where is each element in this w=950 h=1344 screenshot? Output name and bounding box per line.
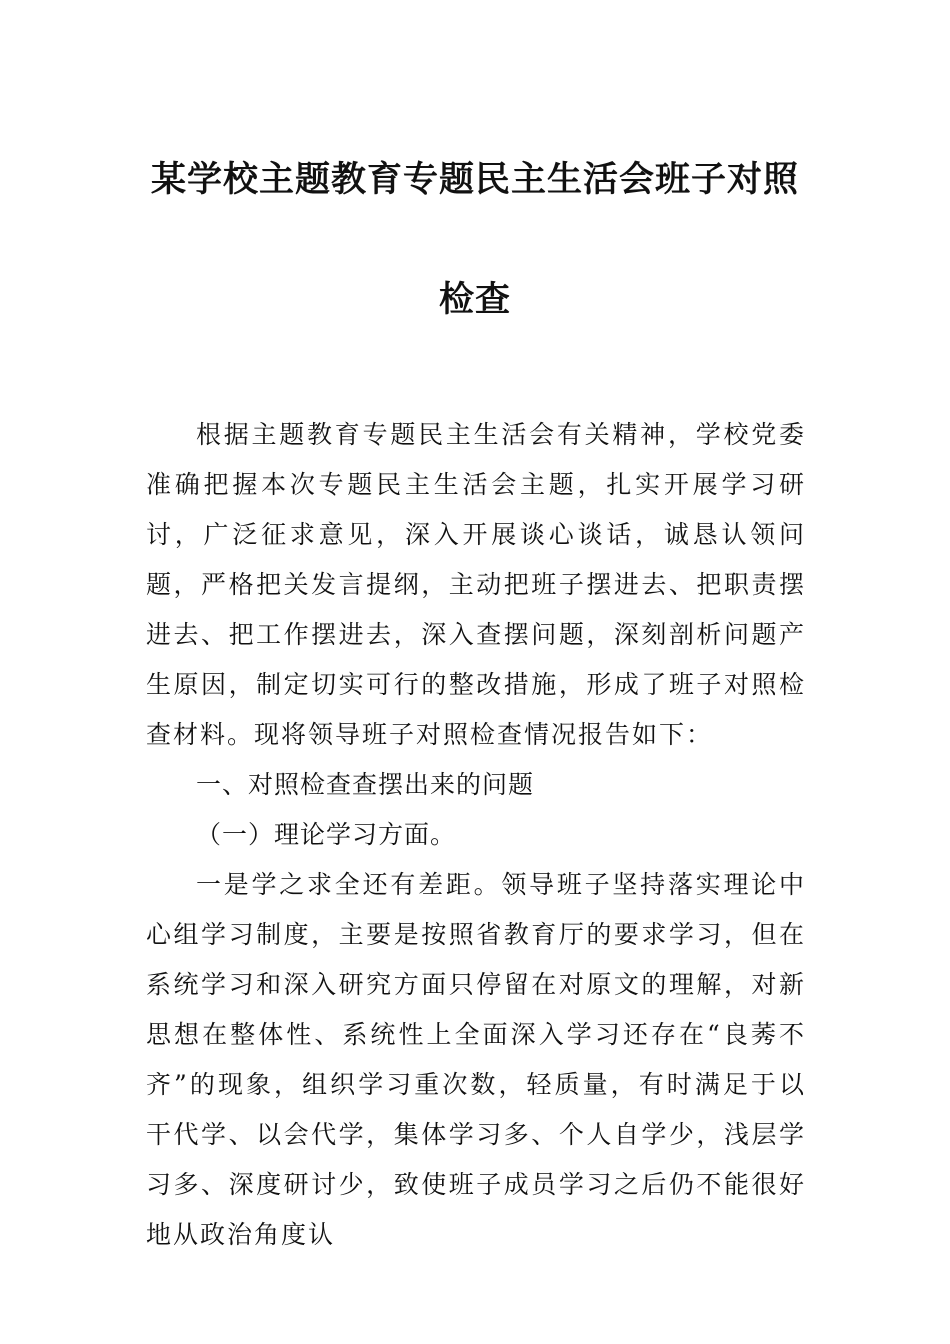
section-heading: 一、对照检查查摆出来的问题 [196,770,535,799]
subsection-heading: （一）理论学习方面。 [196,820,457,849]
document-title-line-2: 检查 [438,280,511,320]
document-title-line-1: 某学校主题教育专题民主生活会班子对照 [150,160,799,200]
document-body [146,410,806,1260]
point-paragraph: 一是学之求全还有差距。领导班子坚持落实理论中心组学习制度，主要是按照省教育厅的要求学习，但在系统学习和深入研究方面只停留在对原文的理解，对新思想在整体性、系统性上全面深入学习还存在“良莠不齐”的现象，组织学习重次数，轻质量，有时满足于以干代学、以会代学，集体学习多、个人自学少，浅层学习多、深度研讨少，致使班子成员学习之后仍不能很好地从政治角度认 [146,870,806,1249]
intro-paragraph: 根据主题教育专题民主生活会有关精神，学校党委准确把握本次专题民主生活会主题，扎实开展学习研讨，广泛征求意见，深入开展谈心谈话，诚恳认领问题，严格把关发言提纲，主动把班子摆进去、把职责摆进去、把工作摆进去，深入查摆问题，深刻剖析问题产生原因，制定切实可行的整改措施，形成了班子对照检查材料。现将领导班子对照检查情况报告如下： [146,420,806,749]
